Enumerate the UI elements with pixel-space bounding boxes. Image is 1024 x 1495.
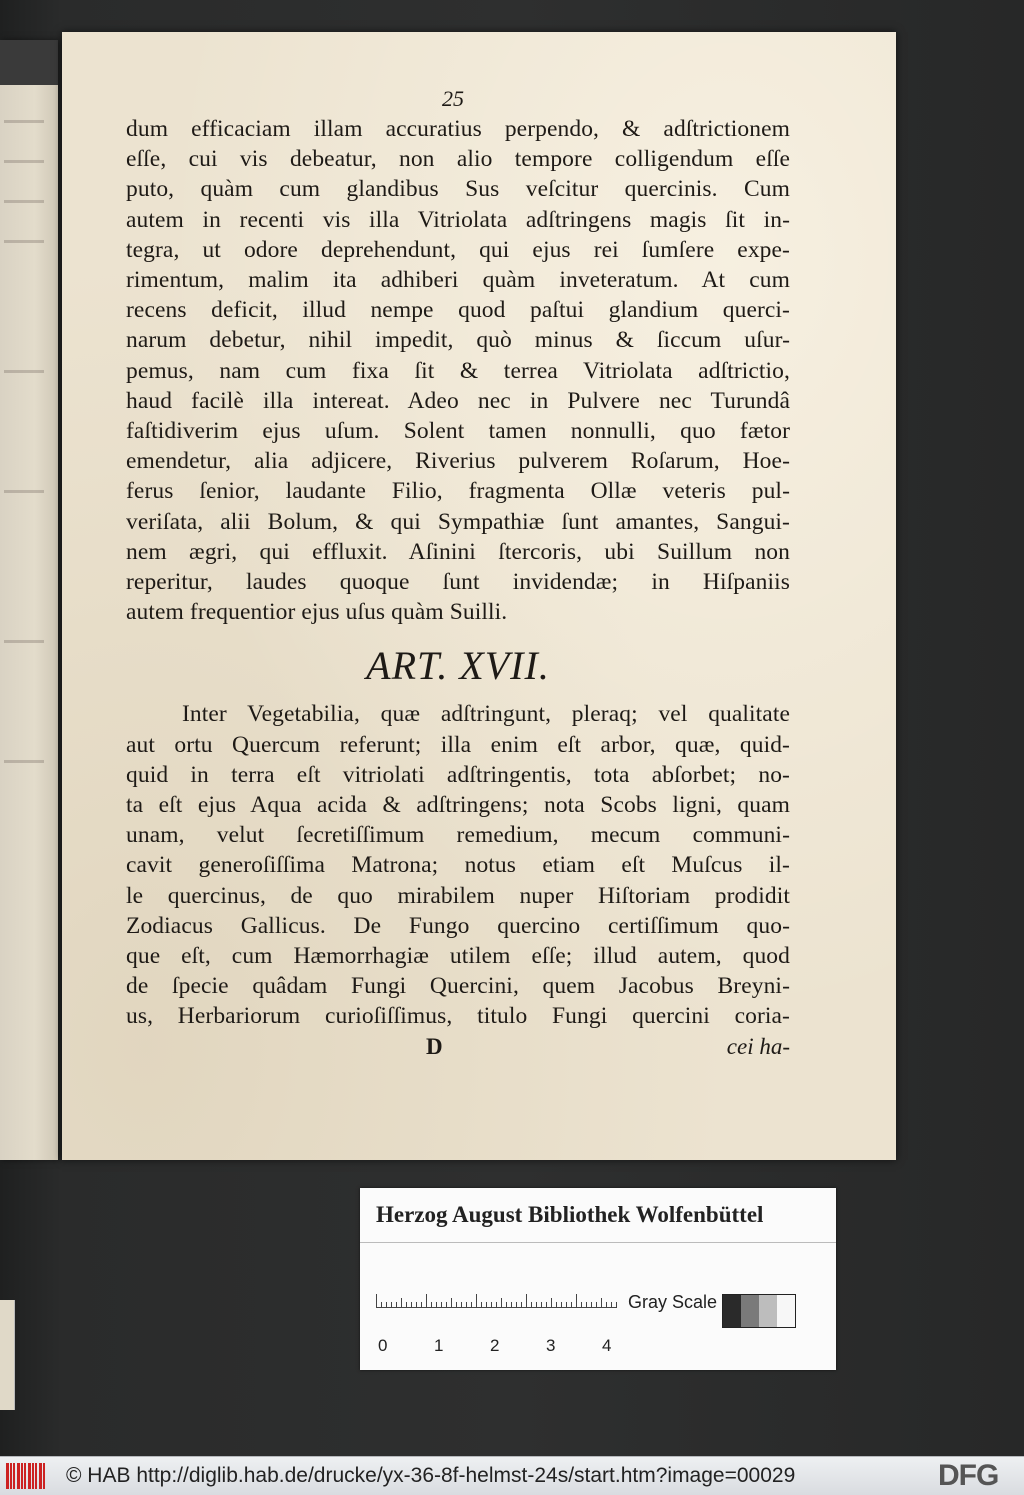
ruler-tick: [491, 1302, 492, 1308]
copyright-url[interactable]: © HAB http://diglib.hab.de/drucke/yx-36-8f-helmst-24s/start.htm?image=00029: [66, 1464, 796, 1487]
ruler-tick: [576, 1294, 577, 1308]
ruler-tick: [606, 1302, 607, 1308]
page-number: 25: [442, 86, 464, 111]
gray-swatch: [759, 1295, 777, 1327]
centimeter-ruler: [376, 1294, 616, 1308]
library-scale-card: [360, 1188, 836, 1370]
ghost-text: [4, 160, 44, 163]
article-heading: ART. XVII.: [366, 643, 550, 689]
text-line: ta eſt ejus Aqua acida & adſtringens; nota Scobs ligni, quam: [126, 792, 790, 819]
text-line: quid in terra eſt vitriolati adſtringentis, tota abſorbet; no-: [126, 761, 790, 788]
ruler-tick: [531, 1302, 532, 1308]
ruler-tick: [401, 1298, 402, 1308]
text-line: nem ægri, qui effluxit. Aſinini ſtercoris, ubi Suillum non: [126, 538, 790, 565]
ghost-text: [4, 490, 44, 493]
ruler-tick: [416, 1302, 417, 1308]
ruler-tick: [521, 1302, 522, 1308]
paragraph-2: [126, 699, 790, 1031]
ruler-tick: [481, 1302, 482, 1308]
ruler-tick: [566, 1302, 567, 1308]
barcode-bar: [10, 1463, 12, 1489]
barcode-bar: [43, 1463, 45, 1489]
ruler-tick: [601, 1298, 602, 1308]
text-line: le quercinus, de quo mirabilem nuper Hiſtoriam prodidit: [126, 882, 790, 909]
ruler-tick: [526, 1294, 527, 1308]
ruler-tick: [496, 1302, 497, 1308]
ruler-tick: [516, 1302, 517, 1308]
book-page: [62, 32, 896, 1160]
text-line: faſtidiverim ejus uſum. Solent tamen nonnulli, quo fætor: [126, 418, 790, 445]
ruler-tick: [511, 1302, 512, 1308]
text-line: dum efficaciam illam accuratius perpendo, & adſtrictionem: [126, 116, 790, 142]
text-line: autem frequentior ejus uſus quàm Suilli.: [126, 599, 508, 626]
ruler-tick: [506, 1302, 507, 1308]
gray-swatch: [777, 1295, 795, 1327]
ghost-text: [4, 760, 44, 763]
ruler-tick: [551, 1298, 552, 1308]
text-line: de ſpecie quâdam Fungi Quercini, quem Jacobus Breyni-: [126, 973, 790, 1000]
ghost-text: [4, 640, 44, 643]
barcode-bar: [21, 1463, 23, 1489]
text-line: pemus, nam cum fixa ſit & terrea Vitriolata adſtrictio,: [126, 357, 790, 384]
ruler-tick: [456, 1302, 457, 1308]
text-line: que eſt, cum Hæmorrhagiæ utilem eſſe; illud autem, quod: [126, 943, 790, 970]
ruler-tick: [451, 1298, 452, 1308]
ruler-tick: [386, 1302, 387, 1308]
adjacent-page-edge: [0, 40, 58, 1160]
ruler-tick: [411, 1302, 412, 1308]
text-line: ferus ſenior, laudante Filio, fragmenta Ollæ veteris pul-: [126, 478, 790, 505]
paragraph-1: [126, 114, 790, 627]
text-line: rimentum, malim ita adhiberi quàm inveteratum. At cum: [126, 267, 790, 294]
ruler-tick: [381, 1302, 382, 1308]
ruler-tick: [396, 1302, 397, 1308]
ruler-tick: [586, 1302, 587, 1308]
text-line: Zodiacus Gallicus. De Fungo quercino certiſſimum quo-: [126, 912, 790, 939]
barcode-bar: [35, 1463, 37, 1489]
ruler-tick: [426, 1294, 427, 1308]
text-line: Inter Vegetabilia, quæ adſtringunt, pleraq; vel qualitate: [182, 701, 790, 728]
text-line: cavit generoſiſſima Matrona; notus etiam eſt Muſcus il-: [126, 852, 790, 879]
text-line: veriſata, alii Bolum, & qui Sympathiæ ſunt amantes, Sangui-: [126, 508, 790, 535]
ruler-tick: [446, 1302, 447, 1308]
ruler-tick: [471, 1302, 472, 1308]
gray-swatch: [741, 1295, 759, 1327]
text-line: unam, velut ſecretiſſimum remedium, mecum communi-: [126, 822, 790, 849]
ruler-tick: [546, 1302, 547, 1308]
library-name: Herzog August Bibliothek Wolfenbüttel: [376, 1202, 764, 1227]
text-line: autem in recenti vis illa Vitriolata adſtringens magis ſit in-: [126, 206, 790, 233]
scale-number: 1: [434, 1336, 444, 1355]
ghost-text: [4, 240, 44, 243]
gray-swatch: [723, 1295, 741, 1327]
ruler-tick: [541, 1302, 542, 1308]
ruler-tick: [461, 1302, 462, 1308]
ghost-text: [4, 120, 44, 123]
ruler-tick: [536, 1302, 537, 1308]
text-line: puto, quàm cum glandibus Sus veſcitur quercinis. Cum: [126, 176, 790, 203]
catchword: cei ha-: [726, 1033, 790, 1059]
ruler-tick: [406, 1302, 407, 1308]
ruler-tick: [591, 1302, 592, 1308]
ruler-tick: [486, 1302, 487, 1308]
ruler-tick: [421, 1302, 422, 1308]
barcode-bar: [24, 1463, 26, 1489]
ruler-tick: [561, 1302, 562, 1308]
text-line: eſſe, cui vis debeatur, non alio tempore colligendum eſſe: [126, 146, 790, 173]
text-line: emendetur, alia adjicere, Riverius pulverem Roſarum, Hoe-: [126, 448, 790, 475]
ruler-tick: [431, 1302, 432, 1308]
text-line: narum debetur, nihil impedit, quò minus & ſiccum uſur-: [126, 327, 790, 354]
card-divider: [360, 1242, 836, 1243]
ghost-text: [4, 200, 44, 203]
ruler-tick: [556, 1302, 557, 1308]
text-line: haud facilè illa intereat. Adeo nec in Pulvere nec Turundâ: [126, 387, 790, 414]
ruler-tick: [391, 1302, 392, 1308]
ruler-tick: [466, 1302, 467, 1308]
scale-number: 4: [602, 1336, 612, 1355]
dfg-logo: DFG: [938, 1459, 999, 1492]
ruler-tick: [476, 1294, 477, 1308]
gray-scale-label: Gray Scale: [628, 1292, 718, 1312]
footer-bar: [0, 1456, 1024, 1495]
text-line: reperitur, laudes quoque ſunt invidendæ; in Hiſpaniis: [126, 569, 790, 596]
barcode-bar: [28, 1463, 31, 1489]
ruler-tick: [436, 1302, 437, 1308]
scale-number: 3: [546, 1336, 556, 1355]
barcode-bar: [32, 1463, 34, 1489]
text-line: us, Herbariorum curioſiſſimus, titulo Fungi quercini coria-: [126, 1003, 790, 1030]
scale-number: 2: [490, 1336, 500, 1355]
ruler-tick: [596, 1302, 597, 1308]
page-text-block: [126, 84, 790, 1062]
gray-scale-swatches: [722, 1294, 796, 1328]
ruler-tick: [616, 1302, 617, 1308]
barcode-bar: [17, 1463, 20, 1489]
paper-tab: [0, 1300, 15, 1410]
ruler-tick: [441, 1302, 442, 1308]
ruler-tick: [376, 1294, 377, 1308]
ruler-tick: [501, 1298, 502, 1308]
barcode-bar: [39, 1463, 42, 1489]
ruler-tick: [571, 1302, 572, 1308]
binding-shadow: [0, 40, 58, 85]
ghost-text: [4, 370, 44, 373]
barcode-bar: [6, 1463, 9, 1489]
barcode-icon: [6, 1463, 48, 1489]
text-line: tegra, ut odore deprehendunt, qui ejus rei ſumſere expe-: [126, 236, 790, 263]
scale-number: 0: [378, 1336, 388, 1355]
signature-mark: D: [426, 1033, 443, 1059]
barcode-bar: [13, 1463, 15, 1489]
ruler-tick: [581, 1302, 582, 1308]
page-footer-line: [126, 1032, 790, 1062]
text-line: aut ortu Quercum referunt; illa enim eſt arbor, quæ, quid-: [126, 731, 790, 758]
text-line: recens deficit, illud nempe quod paſtui glandium querci-: [126, 297, 790, 324]
ruler-tick: [611, 1302, 612, 1308]
